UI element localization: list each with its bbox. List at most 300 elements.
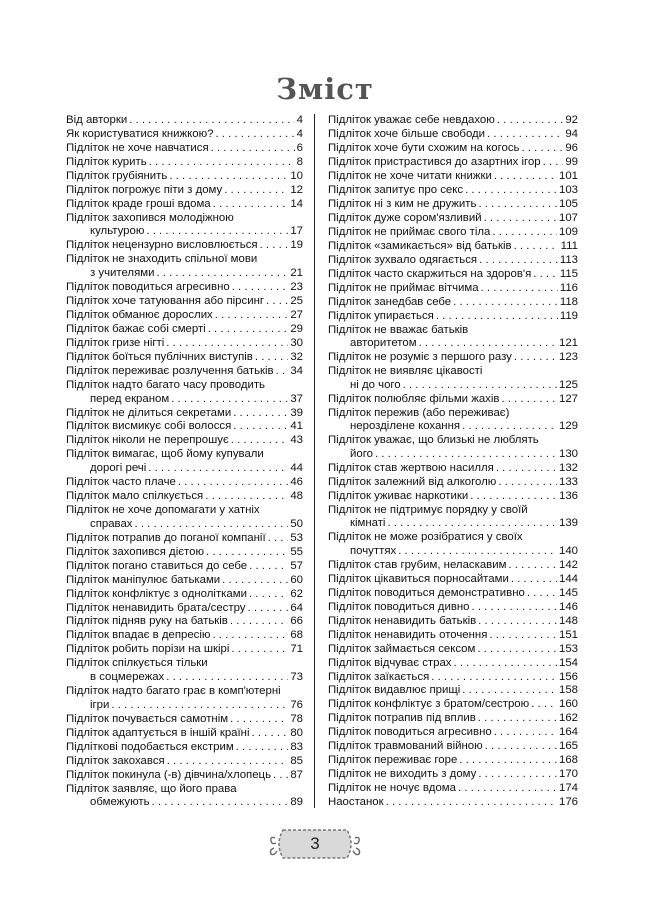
toc-page-number: 19 <box>290 239 303 252</box>
toc-entry <box>328 184 578 198</box>
toc-entry-title: Підліток не підтримує порядку у своїй <box>328 503 528 516</box>
toc-page-number: 17 <box>290 225 303 238</box>
dot-leader <box>459 754 557 768</box>
toc-page-number: 125 <box>558 378 578 391</box>
toc-entry-title: Підліток почувається самотнім <box>66 712 229 725</box>
dot-leader <box>533 268 558 282</box>
toc-entry <box>328 476 578 490</box>
toc-entry <box>66 281 303 295</box>
dot-leader <box>205 490 288 504</box>
toc-page-number: 6 <box>296 141 303 154</box>
toc-entry-title: Підліток надто багато грає в комп'ютерні <box>66 685 281 698</box>
toc-entry-title: Підліток залежний від алкоголю <box>328 475 497 488</box>
toc-page-number: 48 <box>290 490 303 503</box>
toc-page-number: 78 <box>290 712 303 725</box>
toc-entry-title: Підліток робить порізи на шкірі <box>66 643 230 656</box>
toc-entry <box>328 573 578 587</box>
toc-entry-title: Підліток не ділиться секретами <box>66 406 232 419</box>
toc-entry <box>328 768 578 782</box>
toc-entry-title: дорогі речі <box>90 462 147 475</box>
dot-leader <box>477 643 557 657</box>
dot-leader <box>489 629 557 643</box>
toc-page-number: 99 <box>565 155 578 168</box>
toc-entry-title: Наостанок <box>328 796 384 809</box>
toc-entry <box>66 741 303 755</box>
toc-entry <box>328 754 578 768</box>
toc-page-number: 71 <box>290 643 303 656</box>
toc-entry-title: Підліток конфліктує з однолітками <box>66 587 247 600</box>
toc-column-right <box>328 114 578 810</box>
toc-page-number: 109 <box>558 225 578 238</box>
toc-page-number: 168 <box>558 754 578 767</box>
toc-entry-title: Підліток нецензурно висловлюється <box>66 239 258 252</box>
toc-entry <box>328 198 578 212</box>
page-number: 3 <box>310 834 320 853</box>
toc-entry-title: Підліток займається сексом <box>328 642 476 655</box>
toc-page-number: 132 <box>558 461 578 474</box>
toc-entry-title: Підліток став грубим, неласкавим <box>328 558 507 571</box>
dot-leader <box>233 420 288 434</box>
toc-entry <box>66 448 303 475</box>
toc-entry-title: Підліток не хоче навчатися <box>66 141 209 154</box>
toc-entry <box>66 365 303 379</box>
dot-leader <box>403 379 557 393</box>
toc-page-number: 174 <box>558 782 578 795</box>
toc-entry <box>328 226 578 240</box>
toc-entry <box>66 170 303 184</box>
toc-entry <box>66 629 303 643</box>
toc-page-number: 60 <box>290 573 303 586</box>
toc-entry <box>328 698 578 712</box>
toc-page-number: 111 <box>560 239 578 252</box>
toc-entry <box>66 434 303 448</box>
toc-page-number: 76 <box>290 698 303 711</box>
toc-entry <box>66 128 303 142</box>
toc-entry-title: перед екраном <box>90 392 170 405</box>
toc-entry-title: з учителями <box>90 267 155 280</box>
toc-entry-title: Підліток ненавидить брата/сестру <box>66 601 246 614</box>
dot-leader <box>231 434 289 448</box>
dot-leader <box>387 517 557 531</box>
toc-page-number: 121 <box>558 337 578 350</box>
toc-page-number: 37 <box>290 392 303 405</box>
toc-entry <box>66 295 303 309</box>
toc-entry-title: Підліток не виходить з дому <box>328 768 477 781</box>
page-title: Зміст <box>276 72 374 106</box>
toc-page-number: 115 <box>559 267 578 280</box>
toc-entry-title: Підліток часто плаче <box>66 476 176 489</box>
toc-entry <box>328 351 578 365</box>
toc-entry-title: Підліток вимагає, щоб йому купували <box>66 448 264 461</box>
toc-entry <box>328 559 578 573</box>
toc-entry <box>328 657 578 671</box>
toc-entry-title: Підліток не розуміє з першого разу <box>328 351 512 364</box>
dot-leader <box>233 407 288 421</box>
dot-leader <box>492 226 557 240</box>
toc-page-number: 153 <box>558 642 578 655</box>
toc-entry-title: Підліток краде гроші вдома <box>66 197 211 210</box>
toc-entry-title: Підліток не виявляє цікавості <box>328 365 483 378</box>
toc-page-number: 103 <box>558 183 578 196</box>
toc-entry-title: Як користуватися книжкою? <box>66 127 214 140</box>
dot-leader <box>166 671 288 685</box>
toc-entry-title: почуттях <box>350 544 397 557</box>
toc-page-number: 25 <box>290 295 303 308</box>
toc-entry <box>66 643 303 657</box>
dot-leader <box>478 712 557 726</box>
toc-entry <box>66 198 303 212</box>
toc-entry-title: Підліток поводиться агресивно <box>66 281 230 294</box>
toc-page-number: 53 <box>290 531 303 544</box>
column-divider <box>314 114 315 808</box>
toc-entry-title: Підліток ні з ким не дружить <box>328 197 477 210</box>
toc-page-number: 142 <box>558 558 578 571</box>
toc-entry <box>328 726 578 740</box>
toc-entry <box>328 504 578 531</box>
toc-page-number: 39 <box>290 406 303 419</box>
toc-entry <box>66 602 303 616</box>
dot-leader <box>511 573 557 587</box>
toc-entry <box>328 212 578 226</box>
toc-entry <box>66 239 303 253</box>
toc-page-number: 119 <box>559 309 578 322</box>
toc-entry <box>66 212 303 239</box>
toc-entry <box>66 323 303 337</box>
toc-entry-title: Підліток не приймає свого тіла <box>328 225 491 238</box>
toc-entry <box>328 643 578 657</box>
toc-entry-title: ні до чого <box>350 378 401 391</box>
toc-entry-title: Підліток зухвало одягається <box>328 253 478 266</box>
dot-leader <box>514 351 557 365</box>
toc-entry-title: Підліток часто скаржиться на здоров'я <box>328 267 532 280</box>
dot-leader <box>232 281 289 295</box>
toc-entry-title: Підліток поводиться агресивно <box>328 726 492 739</box>
toc-entry <box>66 713 303 727</box>
toc-page-number: 107 <box>558 211 578 224</box>
toc-column-left <box>66 114 303 810</box>
toc-page-number: 133 <box>558 475 578 488</box>
toc-page-number: 165 <box>558 740 578 753</box>
dot-leader <box>531 698 557 712</box>
toc-entry <box>328 114 578 128</box>
toc-entry <box>66 253 303 280</box>
toc-page-number: 162 <box>558 712 578 725</box>
toc-entry <box>328 296 578 310</box>
toc-entry-title: Підліток гризе нігті <box>66 336 165 349</box>
toc-entry <box>66 769 303 783</box>
dot-leader <box>152 796 289 810</box>
toc-entry-title: Підліток запитує про секс <box>328 183 464 196</box>
dot-leader <box>224 184 288 198</box>
dot-leader <box>252 727 289 741</box>
toc-page-number: 160 <box>558 698 578 711</box>
toc-page-number: 101 <box>558 169 578 182</box>
toc-page-number: 66 <box>290 615 303 628</box>
toc-entry-title: Підліток погано ставиться до себе <box>66 559 248 572</box>
toc-entry-title: Підліток адаптується в іншій країні <box>66 726 250 739</box>
toc-page-number: 32 <box>290 350 303 363</box>
dot-leader <box>543 156 564 170</box>
dot-leader <box>462 420 557 434</box>
toc-page-number: 83 <box>290 740 303 753</box>
toc-entry-title: Підліток захопився дієтою <box>66 545 205 558</box>
toc-entry-title: Підліток погрожує піти з дому <box>66 183 223 196</box>
toc-entry <box>66 351 303 365</box>
toc-entry <box>328 282 578 296</box>
toc-entry-title: Підліток уважає себе невдахою <box>328 114 495 126</box>
dot-leader <box>498 476 557 490</box>
dot-leader <box>487 128 563 142</box>
toc-page-number: 118 <box>559 295 578 308</box>
toc-page-number: 55 <box>290 545 303 558</box>
dot-leader <box>453 296 558 310</box>
toc-entry <box>328 796 578 810</box>
toc-entry <box>328 170 578 184</box>
dot-leader <box>169 170 288 184</box>
toc-page-number: 92 <box>565 114 578 126</box>
dot-leader <box>260 239 289 253</box>
toc-entry-title: Підліток упирається <box>328 309 434 322</box>
toc-page-number: 154 <box>558 656 578 669</box>
toc-entry <box>66 560 303 574</box>
toc-page-number: 34 <box>290 364 303 377</box>
dot-leader <box>479 254 558 268</box>
dot-leader <box>171 393 288 407</box>
dot-leader <box>135 518 289 532</box>
dot-leader <box>249 588 288 602</box>
toc-entry <box>328 490 578 504</box>
toc-entry-title: Підліток не приймає вітчима <box>328 281 479 294</box>
toc-page-number: 113 <box>559 253 578 266</box>
toc-entry-title: Підліток цікавиться порносайтами <box>328 572 509 585</box>
dot-leader <box>213 198 289 212</box>
toc-entry-title: Підліток висмикує собі волосся <box>66 420 232 433</box>
toc-page-number: 10 <box>290 169 303 182</box>
toc-entry <box>66 755 303 769</box>
toc-page-number: 57 <box>290 559 303 572</box>
dot-leader <box>167 755 289 769</box>
toc-page-number: 4 <box>296 114 303 126</box>
toc-entry-title: Підліток підняв руку на батьків <box>66 615 228 628</box>
toc-entry-title: Підліток хоче татуювання або пірсинг <box>66 295 265 308</box>
dot-leader <box>481 282 558 296</box>
dot-leader <box>178 476 288 490</box>
toc-entry <box>328 587 578 601</box>
toc-entry-title: Підліток відчуває страх <box>328 656 452 669</box>
toc-entry <box>66 685 303 712</box>
toc-entry-title: Підліток не хоче читати книжки <box>328 169 492 182</box>
dot-leader <box>276 365 289 379</box>
toc-page-number: 144 <box>558 572 578 585</box>
toc-entry <box>66 114 303 128</box>
toc-page-number: 44 <box>290 462 303 475</box>
toc-page-number: 158 <box>558 684 578 697</box>
toc-entry <box>328 128 578 142</box>
toc-entry-title: Підліток потрапив до поганої компанії <box>66 531 266 544</box>
toc-entry-title: Підліток дуже сором'язливий <box>328 211 482 224</box>
table-of-contents <box>66 114 578 810</box>
toc-entry <box>328 684 578 698</box>
toc-entry <box>66 142 303 156</box>
toc-entry-title: Підліток мало спілкується <box>66 490 204 503</box>
toc-entry <box>328 142 578 156</box>
toc-page-number: 73 <box>290 671 303 684</box>
toc-page-number: 29 <box>290 322 303 335</box>
toc-page-number: 145 <box>558 586 578 599</box>
toc-entry-title: Підліток поводиться демонстративно <box>328 586 525 599</box>
toc-page-number: 41 <box>290 420 303 433</box>
toc-entry <box>66 337 303 351</box>
dot-leader <box>156 267 288 281</box>
toc-entry <box>66 184 303 198</box>
toc-entry-title: Підліток не знаходить спільної мови <box>66 253 258 266</box>
toc-page-number: 123 <box>558 351 578 364</box>
dot-leader <box>146 225 288 239</box>
toc-page-number: 176 <box>558 796 578 809</box>
dot-leader <box>458 782 557 796</box>
dot-leader <box>478 198 557 212</box>
dot-leader <box>129 114 294 128</box>
toc-entry <box>328 615 578 629</box>
dot-leader <box>494 170 557 184</box>
dot-leader <box>273 769 288 783</box>
toc-entry-title: Підліток уживає наркотики <box>328 489 469 502</box>
dot-leader <box>206 546 288 560</box>
toc-page-number: 27 <box>290 309 303 321</box>
toc-page-number: 89 <box>290 796 303 809</box>
toc-entry-title: Підліток переживає горе <box>328 754 458 767</box>
toc-entry <box>66 476 303 490</box>
dot-leader <box>508 559 557 573</box>
toc-entry-title: Підліток полюбляє фільми жахів <box>328 392 500 405</box>
toc-page-number: 170 <box>558 768 578 781</box>
dot-leader <box>208 323 289 337</box>
toc-entry <box>328 601 578 615</box>
toc-entry-title: Підліток ненавидить батьків <box>328 614 477 627</box>
dot-leader <box>527 587 557 601</box>
dot-leader <box>166 337 288 351</box>
toc-entry <box>328 629 578 643</box>
toc-entry <box>66 379 303 406</box>
dot-leader <box>470 490 557 504</box>
toc-page-number: 151 <box>558 628 578 641</box>
toc-page-number: 87 <box>290 768 303 781</box>
toc-entry <box>328 310 578 324</box>
toc-entry <box>66 156 303 170</box>
toc-entry <box>328 407 578 434</box>
toc-entry-title: Підліток ненавидить оточення <box>328 628 488 641</box>
dot-leader <box>215 128 294 142</box>
toc-page-number: 23 <box>290 281 303 294</box>
toc-page-number: 130 <box>558 447 578 460</box>
toc-entry <box>66 657 303 684</box>
toc-entry-title: нерозділене кохання <box>350 420 461 433</box>
toc-page-number: 43 <box>290 434 303 447</box>
toc-page-number: 140 <box>558 544 578 557</box>
toc-entry-title: Підліток закохався <box>66 754 165 767</box>
toc-entry-title: Підліток не ночує вдома <box>328 782 456 795</box>
toc-entry-title: Підліток ніколи не перепрошує <box>66 434 229 447</box>
toc-entry <box>328 324 578 351</box>
toc-entry <box>66 783 303 810</box>
toc-entry-title: Підліток заїкається <box>328 670 430 683</box>
toc-page-number: 136 <box>558 489 578 502</box>
toc-page-number: 85 <box>290 754 303 767</box>
dot-leader <box>268 532 289 546</box>
dot-leader <box>375 448 557 462</box>
toc-entry <box>66 727 303 741</box>
toc-entry-title: Підліток не може розібратися у своїх <box>328 531 523 544</box>
dot-leader <box>419 337 557 351</box>
toc-entry <box>328 393 578 407</box>
dot-leader <box>453 657 557 671</box>
toc-entry <box>328 240 578 254</box>
dot-leader <box>230 615 288 629</box>
toc-entry <box>328 254 578 268</box>
toc-entry-title: ігри <box>90 698 110 711</box>
dot-leader <box>514 240 559 254</box>
toc-entry <box>66 615 303 629</box>
dot-leader <box>266 295 288 309</box>
dot-leader <box>149 156 295 170</box>
toc-entry-title: Підліток грубіянить <box>66 169 168 182</box>
dot-leader <box>215 309 289 323</box>
toc-page-number: 96 <box>565 141 578 154</box>
toc-page-number: 12 <box>290 183 303 196</box>
dot-leader <box>497 114 564 128</box>
toc-entry <box>328 462 578 476</box>
toc-entry <box>66 309 303 323</box>
toc-page-number: 4 <box>296 127 303 140</box>
toc-page-number: 64 <box>290 601 303 614</box>
toc-entry-title: Підліток надто багато часу проводить <box>66 378 265 391</box>
toc-entry-title: Підліток уважає, що близькі не люблять <box>328 434 539 447</box>
toc-page-number: 46 <box>290 476 303 489</box>
toc-page-number: 8 <box>296 155 303 168</box>
toc-page-number: 105 <box>558 197 578 210</box>
dot-leader <box>212 629 288 643</box>
dot-leader <box>249 560 288 574</box>
toc-entry-title: в соцмережах <box>90 671 165 684</box>
toc-entry <box>328 156 578 170</box>
dot-leader <box>111 699 288 713</box>
toc-entry-title: Підліток заявляє, що його права <box>66 782 237 795</box>
toc-page-number: 148 <box>558 614 578 627</box>
dot-leader <box>478 615 557 629</box>
dot-leader <box>494 726 557 740</box>
toc-entry-title: Від авторки <box>66 114 128 126</box>
toc-entry-title: Підліткові подобається екстрим <box>66 740 234 753</box>
toc-entry <box>66 407 303 421</box>
toc-page-number: 68 <box>290 629 303 642</box>
toc-entry-title: обмежують <box>90 796 150 809</box>
dot-leader <box>478 768 557 782</box>
toc-entry <box>328 531 578 558</box>
toc-entry-title: Підліток став жертвою насилля <box>328 461 494 474</box>
toc-page-number: 50 <box>290 517 303 530</box>
toc-entry-title: Підліток хоче бути схожим на когось <box>328 141 520 154</box>
toc-entry-title: Підліток травмований війною <box>328 740 483 753</box>
toc-entry <box>66 532 303 546</box>
toc-page-number: 129 <box>558 420 578 433</box>
dot-leader <box>398 545 557 559</box>
toc-entry <box>66 588 303 602</box>
toc-entry-title: авторитетом <box>350 337 417 350</box>
toc-page-number: 62 <box>290 587 303 600</box>
dot-leader <box>465 184 557 198</box>
toc-page-number: 80 <box>290 726 303 739</box>
dot-leader <box>521 142 563 156</box>
